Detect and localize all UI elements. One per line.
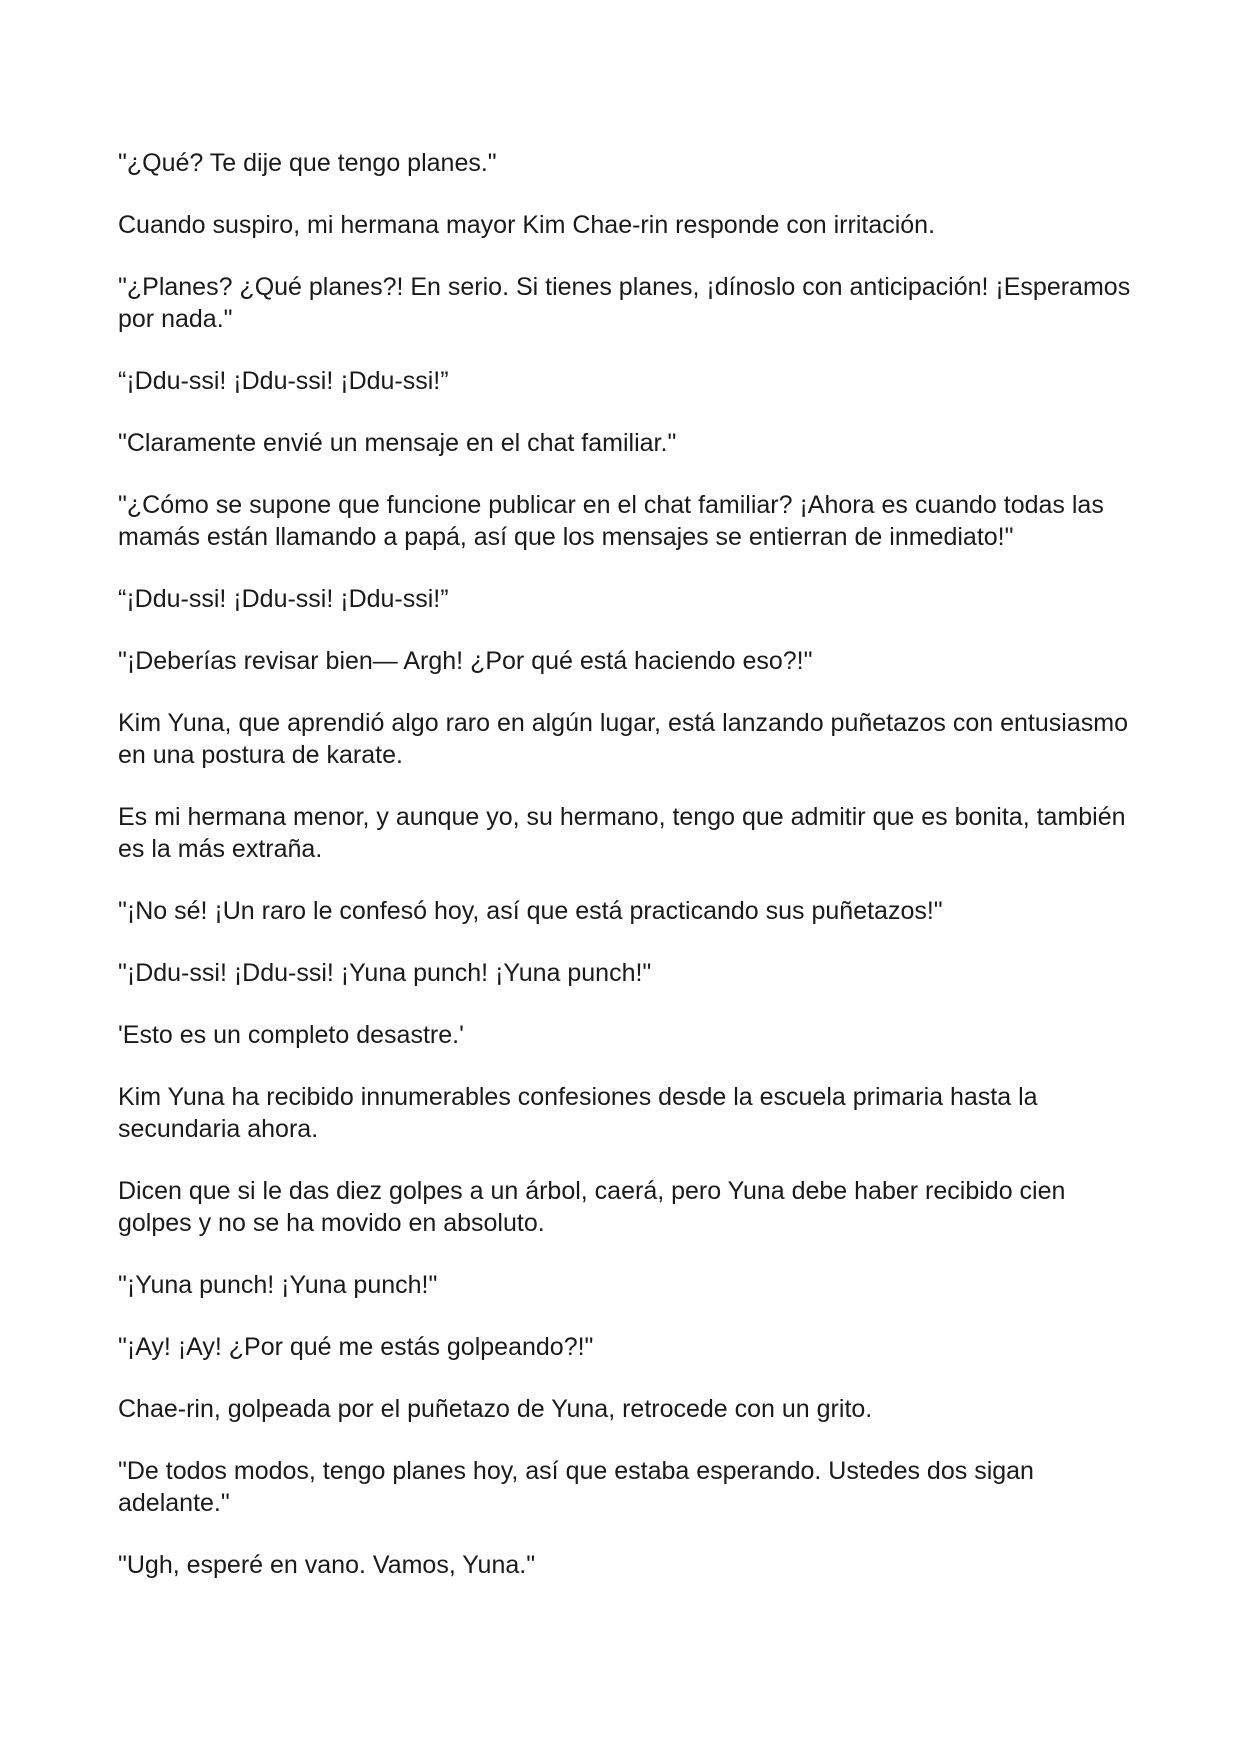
paragraph: “¡Ddu-ssi! ¡Ddu-ssi! ¡Ddu-ssi!”: [118, 585, 449, 613]
paragraph: "¿Qué? Te dije que tengo planes.": [118, 149, 497, 177]
paragraph: Es mi hermana menor, y aunque yo, su hermano, tengo que admitir que es bonita, también es la más extraña.: [118, 803, 1126, 863]
paragraph: "¿Planes? ¿Qué planes?! En serio. Si tienes planes, ¡dínoslo con anticipación! ¡Esperamos por nada.": [118, 273, 1131, 333]
paragraph: Kim Yuna, que aprendió algo raro en algún lugar, está lanzando puñetazos con entusiasmo en una postura de karate.: [118, 709, 1128, 769]
paragraph: Kim Yuna ha recibido innumerables confesiones desde la escuela primaria hasta la secundaria ahora.: [118, 1083, 1038, 1143]
paragraph: "¡No sé! ¡Un raro le confesó hoy, así que está practicando sus puñetazos!": [118, 897, 943, 925]
paragraph: "Ugh, esperé en vano. Vamos, Yuna.": [118, 1551, 536, 1579]
paragraph: "¿Cómo se supone que funcione publicar en el chat familiar? ¡Ahora es cuando todas las mamás están llamando a papá, así que los mensajes se entierran de inmediato!": [118, 491, 1104, 551]
paragraph: Chae-rin, golpeada por el puñetazo de Yuna, retrocede con un grito.: [118, 1395, 873, 1423]
paragraph: “¡Ddu-ssi! ¡Ddu-ssi! ¡Ddu-ssi!”: [118, 367, 449, 395]
paragraph: Cuando suspiro, mi hermana mayor Kim Chae-rin responde con irritación.: [118, 211, 936, 239]
paragraph: Dicen que si le das diez golpes a un árbol, caerá, pero Yuna debe haber recibido cien golpes y no se ha movido en absoluto.: [118, 1177, 1066, 1237]
document-body: [118, 147, 1138, 1611]
paragraph: "¡Yuna punch! ¡Yuna punch!": [118, 1271, 438, 1299]
paragraph: "De todos modos, tengo planes hoy, así que estaba esperando. Ustedes dos sigan adelante.": [118, 1457, 1034, 1517]
paragraph: "¡Ay! ¡Ay! ¿Por qué me estás golpeando?!": [118, 1333, 594, 1361]
paragraph: 'Esto es un completo desastre.': [118, 1021, 464, 1049]
paragraph: "¡Ddu-ssi! ¡Ddu-ssi! ¡Yuna punch! ¡Yuna punch!": [118, 959, 652, 987]
paragraph: "¡Deberías revisar bien— Argh! ¿Por qué está haciendo eso?!": [118, 647, 813, 675]
paragraph: "Claramente envié un mensaje en el chat familiar.": [118, 429, 677, 457]
